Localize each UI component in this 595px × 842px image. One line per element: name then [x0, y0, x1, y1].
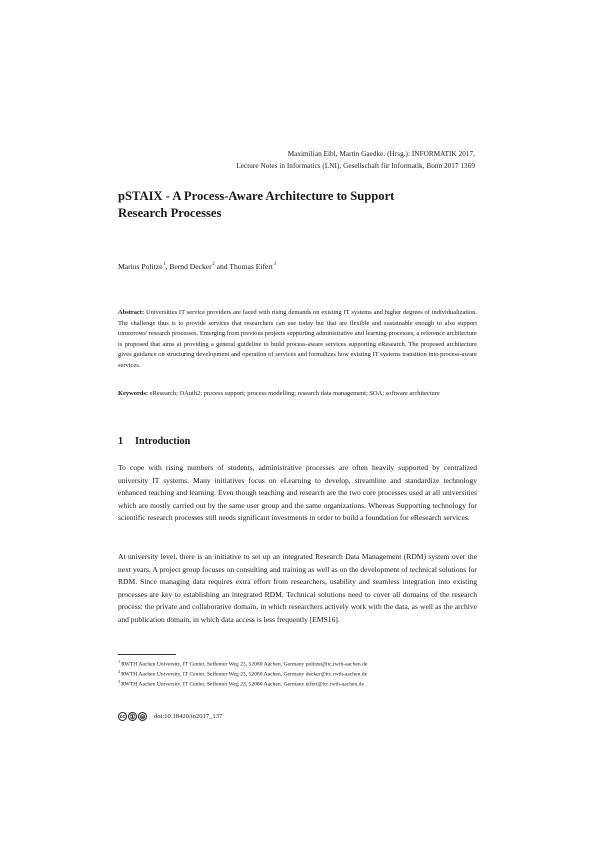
keywords-text: eResearch; OAuth2; process support; process modelling; research data management; SOA; software architecture — [149, 390, 440, 397]
header-line-1: Maximilian Eibl, Martin Gaedke. (Hrsg.): INFORMATIK 2017, — [287, 150, 475, 158]
title-line-1: pSTAIX - A Process-Aware Architecture to Support — [118, 189, 395, 203]
license-and-doi — [118, 712, 222, 721]
attribution-icon: ① — [129, 713, 136, 721]
abstract-label: Abstract: — [118, 309, 145, 316]
author-1: Marius Politze — [118, 262, 163, 271]
section-title: Introduction — [135, 436, 191, 447]
footnote-3 — [118, 677, 488, 690]
abstract — [118, 308, 477, 371]
author-conjunction: and — [216, 262, 228, 271]
paper-title — [118, 188, 498, 222]
keywords-label: Keywords: — [118, 390, 149, 397]
author-3-affiliation: 3 — [273, 262, 276, 267]
footnote-1-number: 1 — [118, 659, 121, 664]
section-number: 1 — [118, 436, 124, 447]
header-line-2: Lecture Notes in Informatics (LNI), Gesellschaft für Informatik, Bonn 2017 1369 — [236, 162, 475, 170]
footnote-2-number: 2 — [118, 669, 121, 674]
author-2-affiliation: 2 — [212, 262, 215, 267]
footnote-divider — [118, 654, 176, 655]
footnote-1-text: RWTH Aachen University, IT Center, Seffenter Weg 23, 52080 Aachen, Germany politze@itc.rwth-aachen.de — [121, 661, 368, 668]
keywords — [118, 389, 477, 400]
abstract-text: Universities IT service providers are faced with rising demands on existing IT systems and higher degrees of individualization. The challenge thus is to provide services that researchers can use today but that are flexible and sustainable enough to also support tomorrows' research processes. Emerging from previous projects supporting administrative and learning processes, a reference architecture is proposed that aims at providing a general guideline to build process-aware services supporting eResearch. The proposed architecture gives guidance on structuring development and operation of services and formalizes how existing IT systems transition into process-aware services. — [118, 309, 478, 369]
footnote-3-text: RWTH Aachen University, IT Center, Seffenter Weg 23, 52080 Aachen, Germany eifert@itc.rwth-aachen.de — [121, 681, 364, 688]
author-2: Bernd Decker — [169, 262, 212, 271]
doi-text: doi:10.18420/in2017_137 — [154, 713, 223, 720]
no-derivatives-icon: ⊜ — [139, 713, 146, 721]
footnote-2-text: RWTH Aachen University, IT Center, Seffenter Weg 23, 52080 Aachen, Germany decker@itc.rwth-aachen.de — [121, 671, 368, 678]
section-heading — [118, 436, 190, 447]
footnote-3-number: 3 — [118, 679, 121, 684]
author-list: Marius Politze$^1$, Bernd Decker$^2$ and Thomas Eifert$^3$ — [118, 262, 276, 271]
creative-commons-icon: cc — [119, 713, 126, 720]
running-header — [236, 148, 475, 172]
author-3: Thomas Eifert — [229, 262, 273, 271]
body-paragraph-2: At university level, there is an initiative to set up an integrated Research Data Management (RDM) system over the next years. A project group focuses on consulting and training as well as on the development of technical solutions for RDM. Since managing data requires extra effort from researchers, usability and seamless integration into existing processes are key to establishing an integrated RDM. Technical solutions need to cover all domains of the research process: the private and collaborative domain, in which researchers actively work with the data, as well as the archive and publication domain, in which data access is less frequently [EMS16]. — [118, 552, 477, 624]
title-line-2: Research Processes — [118, 206, 222, 220]
author-1-affiliation: 1 — [163, 262, 166, 267]
body-paragraph-1: To cope with rising numbers of students, administrative processes are often heavily supported by centralized university IT systems. Many initiatives focus on eLearning to develop, streamline and standardize technology enhanced teaching and learning. Even though teaching and research are the two core processes used at all universities which are mostly carried out by the same user group and the same organizations. Whereas Supporting technology for scientific research processes still needs significant investments in order to build a foundation for eResearch services. — [118, 463, 477, 522]
